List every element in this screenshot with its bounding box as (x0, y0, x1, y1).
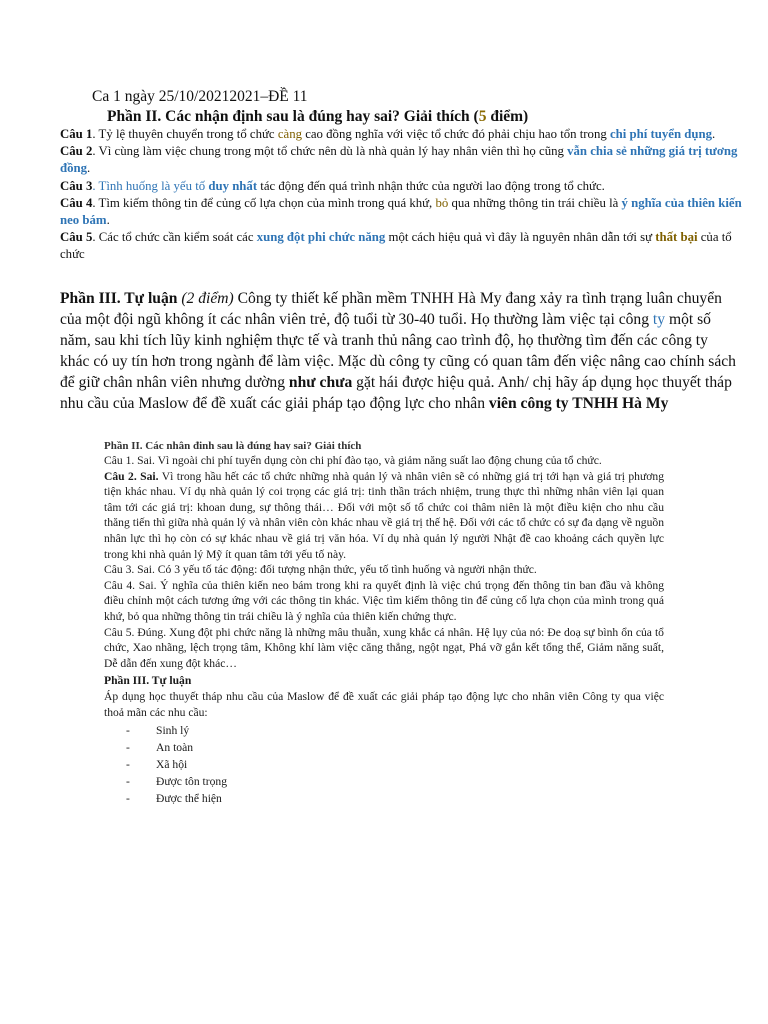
bullet-dash: - (126, 724, 130, 738)
part3-text: một số năm, sau khi tích lũy kinh nghiệm thực tế và tranh thủ nâng cao trình độ, họ thường tìm đến các công ty khác có uy tín hơn trong ngành để làm việc. Mặc dù công ty cũng có quan tâm đến việc nâng cao chính sách để giữ chân nhân viên nhưng dường (60, 311, 736, 391)
exam-session-line: Ca 1 ngày 25/10/20212021–ĐỀ 11 (92, 88, 308, 105)
answer-2 (104, 469, 664, 563)
question-label: Câu 5 (60, 230, 93, 245)
answer-5 (104, 625, 664, 672)
question-emphasis: bỏ (435, 195, 449, 210)
part2-heading-text: Phần II. Các nhận định sau là đúng hay sai? Giải thích ( (107, 108, 479, 125)
part3-prompt (60, 288, 740, 414)
list-item (126, 790, 664, 807)
part3-text: gặt hái được hiệu quả. Anh/ chị hãy áp dụng học thuyết tháp nhu cầu của Maslow để đề xuất các giải pháp tạo động lực cho nhân (60, 374, 732, 412)
answer-3 (104, 562, 664, 578)
answer-head: Câu 3. Sai. (104, 563, 155, 577)
need-label: Được thể hiện (156, 792, 222, 806)
question-highlight: vẫn chia sẻ những giá trị tương đồng (60, 144, 738, 176)
question-highlight: xung đột phi chức năng (256, 230, 386, 245)
question-text: . Vì cùng làm việc chung trong một tổ chức nên dù là nhà quản lý hay nhân viên thì họ cũng (92, 144, 568, 159)
bullet-dash: - (126, 792, 130, 806)
answer-head: Câu 1. Sai. (104, 454, 155, 467)
scanned-answers (104, 442, 664, 807)
answers-part3-heading: Phần III. Tự luận (104, 674, 192, 688)
bullet-dash: - (126, 775, 130, 789)
part2-heading (107, 108, 528, 126)
answer-body: Ý nghĩa của thiên kiến neo bám trong khi ra quyết định là việc chú trọng đến thông tin ban đầu và không điều chỉnh một cách tương ứng với các thông tin khác. Việc tìm kiếm thông tin để củng cố lựa chọn của mình trong quá khứ, bỏ qua những thông tin trái chiều là ý nghĩa của thiên kiến chứng thực. (104, 578, 664, 623)
part2-points: 5 (478, 108, 487, 125)
question-text: của tổ chức (60, 230, 732, 262)
question-4 (60, 195, 750, 229)
question-text: tác động đến quá trình nhận thức của người lao động trong tổ chức. (257, 178, 605, 193)
list-item (126, 722, 664, 739)
part3-company-name: viên công ty TNHH Hà My (488, 395, 669, 412)
question-text: . Các tổ chức cần kiểm soát các (92, 230, 257, 245)
need-label: Được tôn trọng (156, 775, 228, 789)
part3-text-highlight: ty (652, 311, 666, 328)
question-text: . Tìm kiếm thông tin để củng cố lựa chọn của mình trong quá khứ, (92, 195, 436, 210)
answer-4 (104, 578, 664, 625)
question-text: một cách hiệu quả vì đây là nguyên nhân dẫn tới sự (385, 230, 656, 245)
answer-head: Câu 4. Sai. (104, 578, 157, 592)
question-text: qua những thông tin trái chiều là (448, 195, 622, 210)
question-emphasis: càng (277, 127, 302, 141)
question-text: . Tỷ lệ thuyên chuyển trong tổ chức (92, 127, 278, 141)
question-3 (60, 178, 750, 195)
part2-questions (60, 126, 750, 264)
answers-cut-heading-text: Phần II. Các nhận định sau là đúng hay sai? Giải thích (104, 440, 362, 450)
answer-body: Xung đột phi chức năng là những mâu thuẫn, xung khắc cá nhân. Hệ lụy của nó: Đe doạ sự bình ổn của tổ chức, Xao nhãng, lệch trọng tâm, Không khí làm việc căng thẳng, ngột ngạt, Phá vỡ gắn kết tổng thể, Giảm năng suất, Dễ dẫn đến xung đột khác… (104, 625, 664, 670)
bullet-dash: - (126, 741, 130, 755)
list-item (126, 739, 664, 756)
answers-part3-intro: Áp dụng học thuyết tháp nhu cầu của Maslow để đề xuất các giải pháp tạo động lực cho nhân viên Công ty qua việc thoả mãn các nhu cầu: (104, 689, 664, 719)
question-text: . (87, 161, 91, 176)
question-text: . (106, 213, 110, 228)
question-label: Câu 1 (60, 127, 93, 141)
question-text: . (712, 127, 716, 141)
list-item (126, 756, 664, 773)
question-text: cao đồng nghĩa với việc tổ chức đó phải chịu hao tổn trong (302, 127, 610, 141)
list-item (126, 773, 664, 790)
bullet-dash: - (126, 758, 130, 772)
part3-points: (2 điểm) (181, 290, 234, 307)
answer-body: Có 3 yếu tố tác động: đối tượng nhận thức, yếu tố tình huống và người nhận thức. (154, 563, 537, 577)
question-label: Câu 4 (60, 195, 93, 210)
answer-body: Vì ngoài chi phí tuyển dụng còn chi phí đào tạo, và giảm năng suất lao động chung của tổ chức. (154, 454, 602, 467)
need-label: Sinh lý (156, 724, 190, 738)
answer-head: Câu 5. Đúng. (104, 625, 167, 639)
question-label: Câu 2 (60, 144, 93, 159)
need-label: An toàn (156, 741, 194, 755)
question-highlight: chi phí tuyển dụng (609, 127, 713, 141)
question-highlight: thất bại (655, 230, 698, 245)
needs-list (104, 722, 664, 807)
question-label: Câu 3 (60, 178, 93, 193)
part2-heading-suffix: điểm) (486, 108, 529, 125)
question-highlight: ý nghĩa của thiên kiến neo bám (60, 195, 742, 228)
question-highlight: duy nhất (208, 178, 258, 193)
question-1 (60, 126, 750, 143)
answer-head: Câu 2. Sai. (104, 469, 159, 483)
answers-cut-heading (104, 440, 664, 450)
question-2 (60, 143, 750, 177)
part3-label: Phần III. Tự luận (60, 290, 178, 307)
question-text: . Tình huống là yếu tố (92, 178, 209, 193)
part3-text-bold: như chưa (288, 374, 353, 391)
part3-text: Công ty thiết kế phần mềm TNHH Hà My đang xảy ra tình trạng luân chuyển của một đội ngũ không ít các nhân viên trẻ, độ tuổi từ 30-40 tuổi. Họ thường làm việc tại công (60, 290, 722, 328)
answer-1 (104, 453, 664, 469)
question-5 (60, 229, 750, 263)
need-label: Xã hội (156, 758, 188, 772)
answer-body: Vì trong hầu hết các tổ chức những nhà quản lý và nhân viên sẽ có những giá trị tới hạn và giá trị phương tiện khác nhau. Ví dụ nhà quản lý coi trọng các giá trị: tinh thần trách nhiệm, trung thực thì những nhân viên lại quan tâm tới các giá trị: khoan dung, sự thông thái… Đối với một số tổ chức coi thâm niên là một điều kiện cho nhu cầu thăng tiến thì giữa nhà quản lý và nhân viên còn khác nhau về giá trị thế hệ. Đối với các tổ chức có sự đa dạng về nguồn nhân lực thì họ còn có sự khác nhau về giá trị văn hóa. Ví dụ nhà quản lý người Nhật đề cao khoảng cách quyền lực trong khi nhà quản lý Mỹ ít quan tâm tới yếu tố này. (104, 469, 664, 561)
